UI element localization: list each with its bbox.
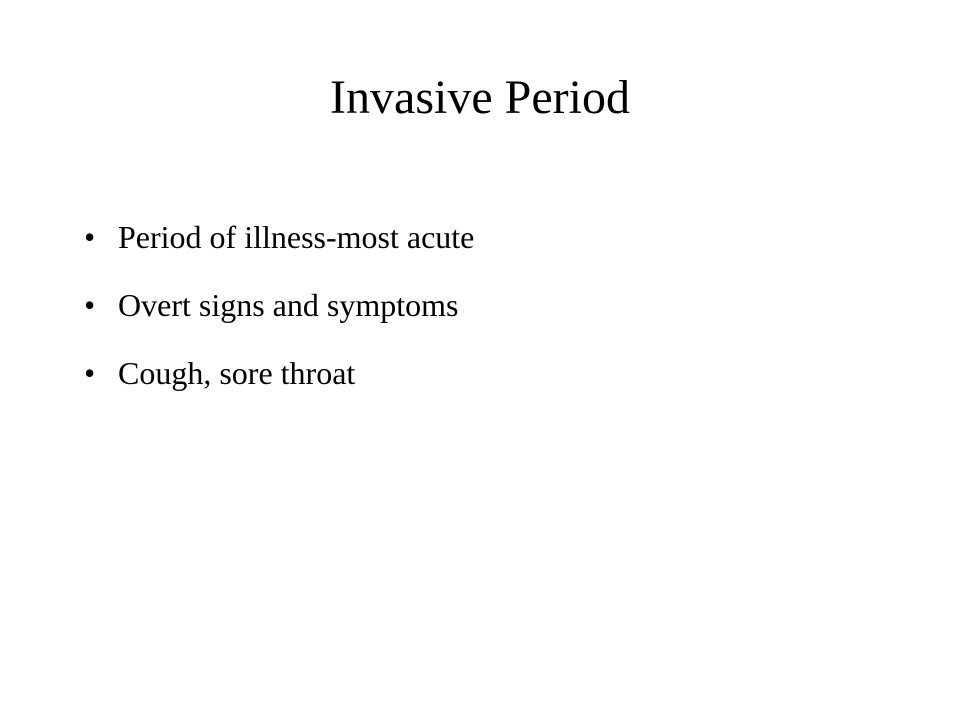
- bullet-text: Period of illness-most acute: [118, 219, 475, 255]
- bullet-item: [84, 354, 904, 392]
- slide-title: Invasive Period: [330, 71, 630, 124]
- bullet-icon: •: [84, 287, 96, 323]
- bullet-item: [84, 218, 904, 256]
- bullet-icon: •: [84, 355, 96, 391]
- bullet-icon: •: [84, 219, 96, 255]
- bullet-list: [84, 218, 904, 422]
- bullet-text: Cough, sore throat: [118, 355, 356, 391]
- bullet-item: [84, 286, 904, 324]
- bullet-text: Overt signs and symptoms: [118, 287, 459, 323]
